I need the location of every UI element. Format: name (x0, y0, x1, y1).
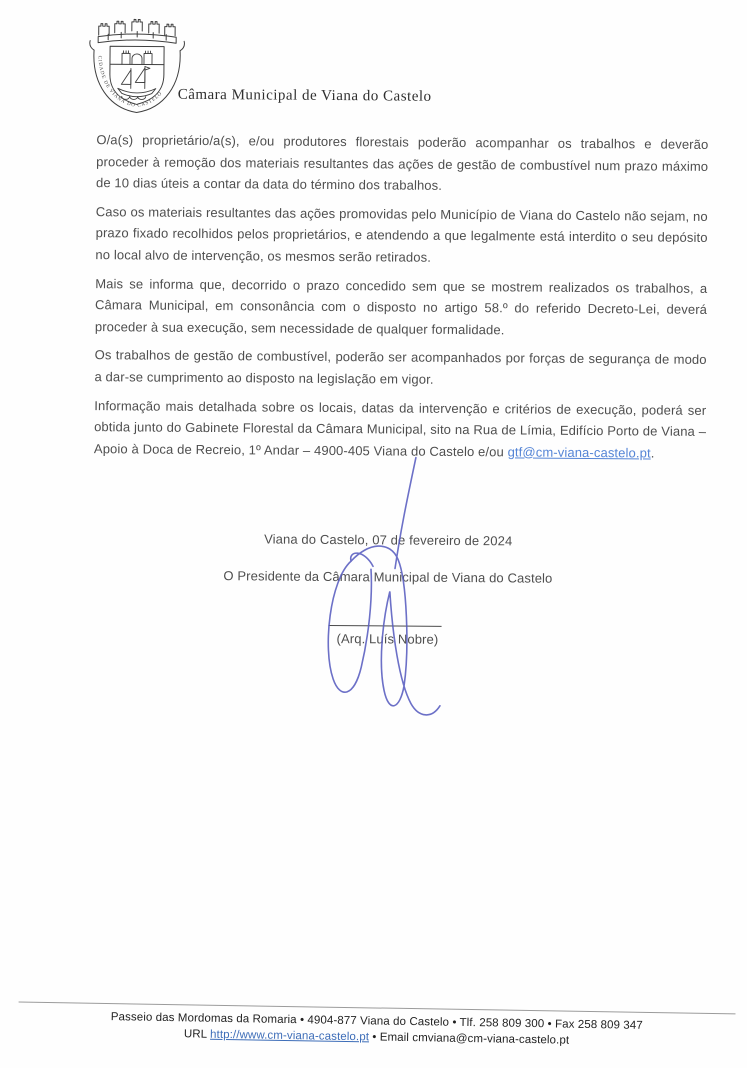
paragraph-owner-removal-deadline: O/a(s) proprietário/a(s), e/ou produtores florestais poderão acompanhar os trabalhos e deverão proceder à remoção dos materiais resultantes das ações de gestão de combustível num prazo máximo de 10 dias úteis a contar da data do término dos trabalhos. (95, 132, 709, 194)
footer-address-line: Passeio das Mordomas da Romaria • 4904-877 Viana do Castelo • Tlf. 258 809 300 • Fax 258 809 347 (110, 1011, 643, 1032)
signatory-title: O Presidente da Câmara Municipal de Viana do Castelo (223, 568, 553, 586)
signature-strokes (328, 457, 442, 715)
handwritten-signature-icon (310, 447, 462, 728)
footer-url-link[interactable]: http://www.cm-viana-castelo.pt (210, 1028, 370, 1044)
footer-url-label: URL (183, 1028, 211, 1041)
gtf-email-link[interactable]: gtf@cm-viana-castelo.pt (507, 444, 651, 461)
crest-motto-text: CIDADE DE VIANA DO CASTELO (96, 55, 164, 110)
page-footer (18, 1002, 735, 1050)
paragraph-security-forces: Os trabalhos de gestão de combustível, poderão ser acompanhados por forças de segurança de modo a dar-se cumprimento ao disposto na legislação em vigor. (94, 347, 707, 387)
crest-mural-crown (98, 19, 176, 43)
footer-email-text: • Email cmviana@cm-viana-castelo.pt (368, 1031, 570, 1047)
letter-body (94, 129, 709, 471)
signatory-name: (Arq. Luís Nobre) (336, 631, 439, 647)
contact-text-after: . (650, 445, 655, 461)
paragraph-contact-info (94, 395, 706, 465)
organization-name: Câmara Municipal de Viana do Castelo (177, 86, 432, 105)
paragraph-materials-removed: Caso os materiais resultantes das ações promovidas pelo Município de Viana do Castelo não sejam, no prazo fixado recolhidos pelos proprietários, e atendendo a que legalmente está interdito o seu depósito no local alvo de intervenção, os mesmos serão retirados. (95, 203, 708, 265)
paragraph-article-58-execution: Mais se informa que, decorrido o prazo concedido sem que se mostrem realizados os trabalhos, a Câmara Municipal, em consonância com o disposto no artigo 58.º do referido Decreto-Lei, deverá proceder à sua execução, sem necessidade de qualquer formalidade. (94, 275, 708, 338)
municipal-coat-of-arms-icon (86, 5, 189, 120)
signature-rule (329, 625, 442, 627)
contact-text-before: Informação mais detalhada sobre os locais, datas da intervenção e critérios de execução, poderá ser obtida junto do Gabinete Florestal da Câmara Municipal, sito na Rua de Límia, Edifício Porto de Viana – Apoio à Doca de Recreio, 1º Andar – 4900-405 Viana do Castelo e/ou (93, 397, 707, 460)
place-date-line: Viana do Castelo, 07 de fevereiro de 2024 (264, 531, 513, 549)
